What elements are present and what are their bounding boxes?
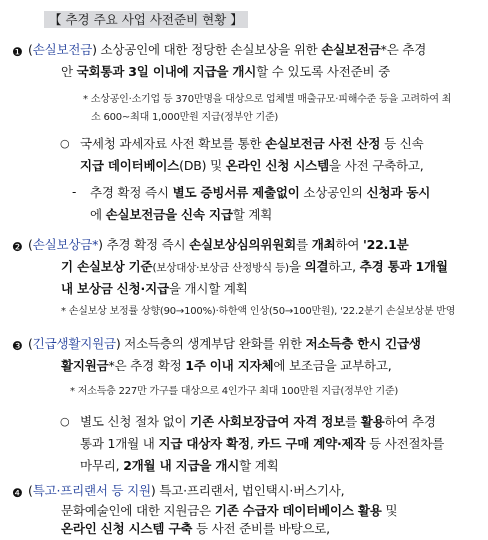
section-1-sub-marker: ○ <box>60 137 70 150</box>
section-1-note-line-1: * 소상공인·소기업 등 370만명을 대상으로 업체별 매출규모·피해수준 등을 고려하여 최 <box>83 94 452 105</box>
section-3-marker: ❸ <box>12 339 23 353</box>
section-2-line-1: (손실보상금*) 추경 확정 즉시 손실보상심의위원회를 개최하여 '22.1분 <box>28 237 409 252</box>
section-2-keyword: 손실보상금* <box>32 237 99 252</box>
section-4-line-1: (특고·프리랜서 등 지원) 특고·프리랜서, 법인택시·버스기사, <box>28 483 345 498</box>
section-2-marker: ❷ <box>12 240 23 254</box>
section-3-line-1: (긴급생활지원금) 저소득층의 생계부담 완화를 위한 저소득층 한시 긴급생 <box>28 336 421 351</box>
section-1-dash-marker: - <box>72 185 77 199</box>
section-3-line-2: 활지원금*은 추경 확정 1주 이내 지자체에 보조금을 교부하고, <box>61 358 392 373</box>
section-4-keyword: 특고·프리랜서 등 지원 <box>32 483 151 498</box>
section-1-line-2: 안 국회통과 3일 이내에 지급을 개시할 수 있도록 사전준비 중 <box>61 64 390 79</box>
section-1-keyword: 손실보전금 <box>32 42 93 57</box>
section-3-note: * 저소득층 227만 가구를 대상으로 4인가구 최대 100만원 지급(정부안 기준) <box>70 386 399 397</box>
section-1-dash-line-1: 추경 확정 즉시 별도 증빙서류 제출없이 소상공인의 신청과 동시 <box>90 185 431 200</box>
section-4-line-3: 온라인 신청 시스템 구축 등 사전 준비를 바탕으로, <box>61 521 330 536</box>
section-4-line-2: 문화예술인에 대한 지원금은 기존 수급자 데이터베이스 활용 및 <box>61 503 398 518</box>
section-3-sub-line-3: 마무리, 2개월 내 지급을 개시할 계획 <box>80 458 279 473</box>
section-1-dash-line-2: 에 손실보전금을 신속 지급할 계획 <box>90 207 273 222</box>
section-1-sub-line-2: 지급 데이터베이스(DB) 및 온라인 신청 시스템을 사전 구축하고, <box>80 158 424 173</box>
section-1-marker: ❶ <box>12 45 23 59</box>
section-3-sub-marker: ○ <box>60 415 70 428</box>
section-4-marker: ❹ <box>12 486 23 500</box>
section-1-note-line-2: 소 600~최대 1,000만원 지급(정부안 기준) <box>91 112 279 123</box>
section-1-sub-line-1: 국세청 과세자료 사전 확보를 통한 손실보전금 사전 산정 등 신속 <box>80 136 424 151</box>
section-3-sub-line-1: 별도 신청 절차 없이 기존 사회보장급여 자격 정보를 활용하여 추경 <box>80 414 436 429</box>
section-3-keyword: 긴급생활지원금 <box>32 336 116 351</box>
document-title: 【 추경 주요 사업 사전준비 현황 】 <box>44 11 248 28</box>
section-2-line-3: 내 보상금 신청·지급을 개시할 계획 <box>61 281 248 296</box>
section-2-line-2: 기 손실보상 기준(보상대상·보상금 산정방식 등)을 의결하고, 추경 통과 1개월 <box>61 259 448 274</box>
section-2-note: * 손실보상 보정률 상향(90→100%)·하한액 인상(50→100만원), '22.2분기 손실보상분 반영 <box>61 306 456 317</box>
section-1-line-1: (손실보전금) 소상공인에 대한 정당한 손실보상을 위한 손실보전금*은 추경 <box>28 42 427 57</box>
section-3-sub-line-2: 통과 1개월 내 지급 대상자 확정, 카드 구매 계약·제작 등 사전절차를 <box>80 436 445 451</box>
